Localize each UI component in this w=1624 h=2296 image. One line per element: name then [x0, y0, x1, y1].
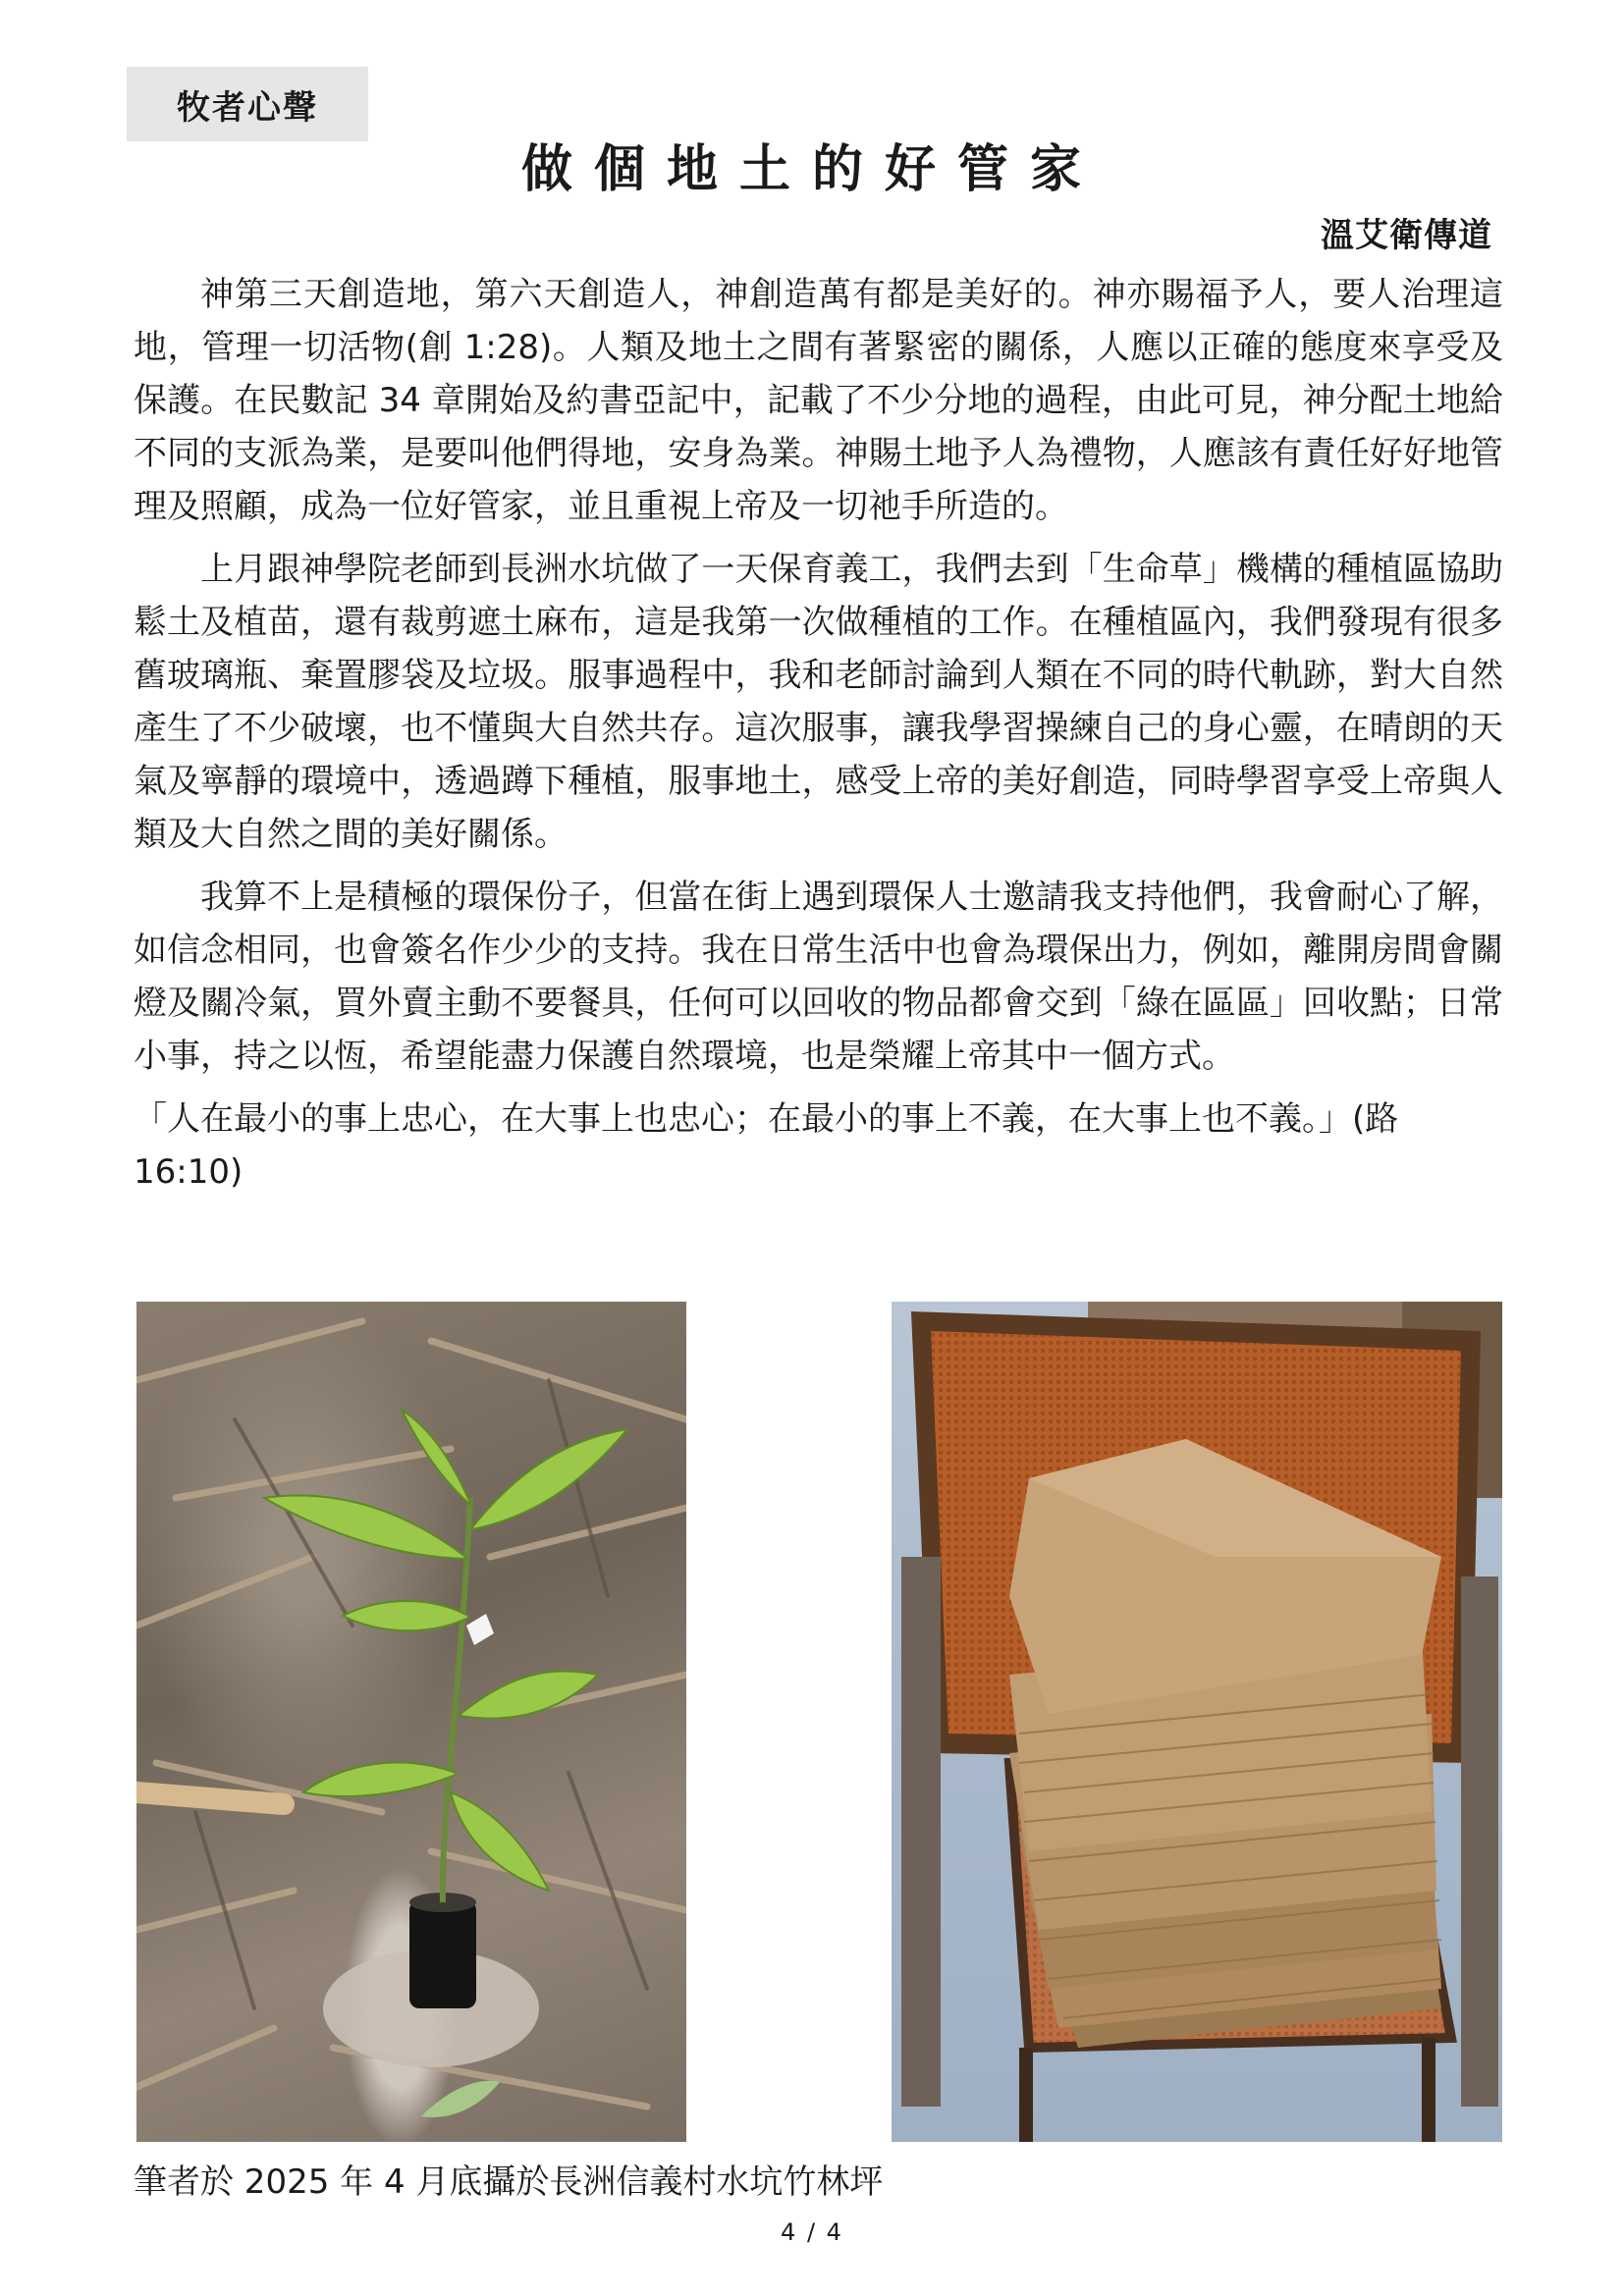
seedling-illustration [136, 1302, 686, 2142]
page-number: 4 / 4 [781, 2218, 843, 2246]
photo-caption: 筆者於 2025 年 4 月底攝於長洲信義村水坑竹林坪 [134, 2163, 884, 2202]
seedling-photo [136, 1302, 686, 2142]
paragraph-2: 上月跟神學院老師到長洲水坑做了一天保育義工，我們去到「生命草」機構的種植區協助鬆土及植苗，還有裁剪遮土麻布，這是我第一次做種植的工作。在種植區內，我們發現有很多舊玻璃瓶、棄置膠袋及垃圾。服事過程中，我和老師討論到人類在不同的時代軌跡，對大自然產生了不少破壞，也不懂與大自然共存。這次服事，讓我學習操練自己的身心靈，在晴朗的天氣及寧靜的環境中，透過蹲下種植，服事地土，感受上帝的美好創造，同時學習享受上帝與人類及大自然之間的美好關係。 [134, 550, 1503, 854]
paragraph-3: 我算不上是積極的環保份子，但當在街上遇到環保人士邀請我支持他們，我會耐心了解，如信念相同，也會簽名作少少的支持。我在日常生活中也會為環保出力，例如，離開房間會關燈及關冷氣，買外賣主動不要餐具，任何可以回收的物品都會交到「綠在區區」回收點；日常小事，持之以恆，希望能盡力保護自然環境，也是榮耀上帝其中一個方式。 [134, 878, 1503, 1076]
burlap-stack-photo [892, 1302, 1502, 2142]
burlap-illustration [892, 1302, 1502, 2142]
article-body [134, 268, 1503, 1199]
author-name: 溫艾衛傳道 [1321, 216, 1492, 255]
section-tag: 牧者心聲 [127, 67, 368, 141]
scripture-quote: 「人在最小的事上忠心，在大事上也忠心；在最小的事上不義，在大事上也不義。」(路 16:10) [134, 1099, 1399, 1192]
article-title: 做個地土的好管家 [520, 139, 1103, 199]
paragraph-1: 神第三天創造地，第六天創造人，神創造萬有都是美好的。神亦賜福予人，要人治理這地，管理一切活物(創 1:28)。人類及地土之間有著緊密的關係，人應以正確的態度來享受及保護。在民數記 34 章開始及約書亞記中，記載了不少分地的過程，由此可見，神分配土地給不同的支派為業，是要叫他們得地，安身為業。神賜土地予人為禮物，人應該有責任好好地管理及照顧，成為一位好管家，並且重視上帝及一切祂手所造的。 [134, 275, 1503, 526]
